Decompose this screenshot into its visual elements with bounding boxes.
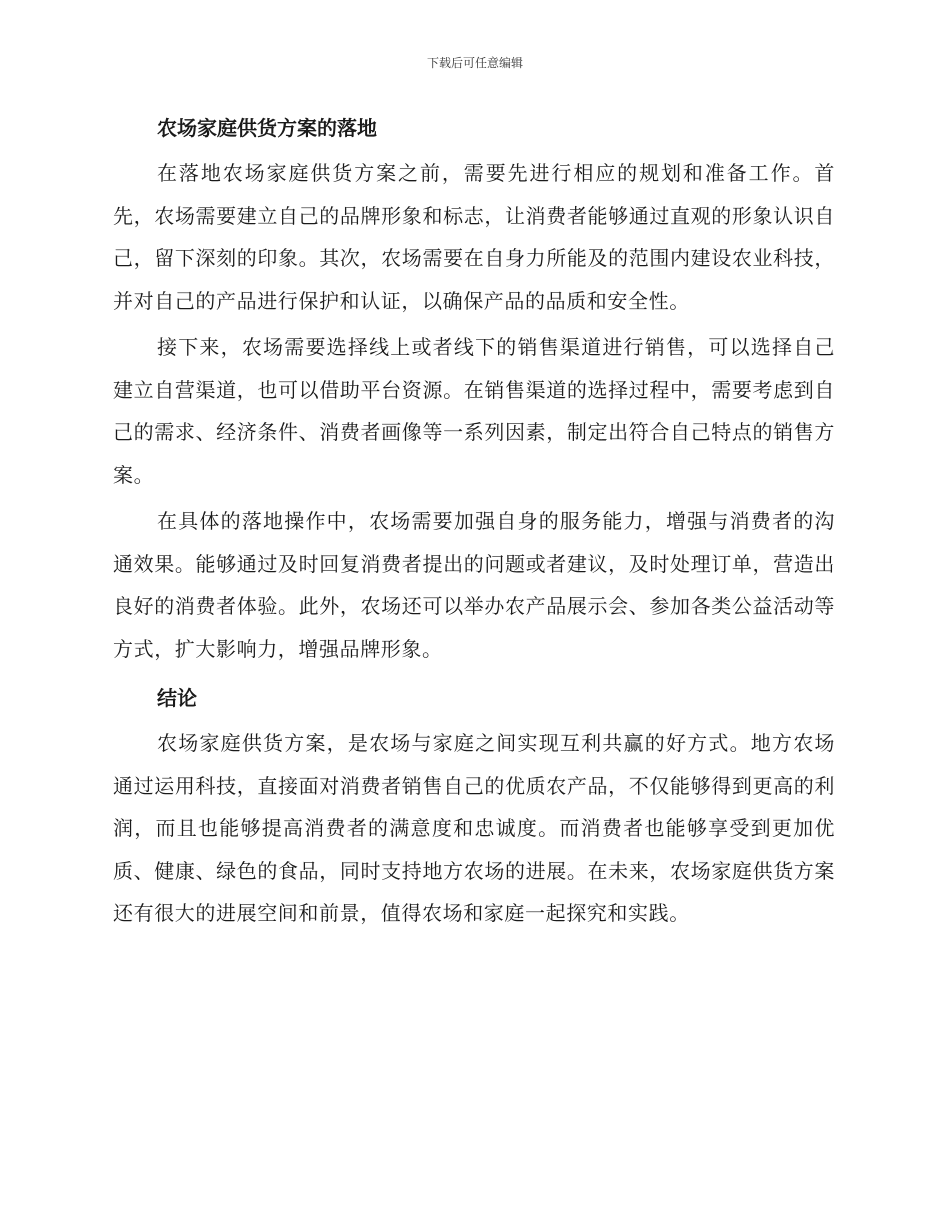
document-body [113, 108, 835, 939]
paragraph: 在落地农场家庭供货方案之前，需要先进行相应的规划和准备工作。首先，农场需要建立自己的品牌形象和标志，让消费者能够通过直观的形象认识自己，留下深刻的印象。其次，农场需要在自身力所能及的范围内建设农业科技，并对自己的产品进行保护和认证，以确保产品的品质和安全性。 [113, 161, 835, 313]
section-title-implementation: 农场家庭供货方案的落地 [157, 116, 377, 140]
paragraph: 农场家庭供货方案，是农场与家庭之间实现互利共赢的好方式。地方农场通过运用科技，直接面对消费者销售自己的优质农产品，不仅能够得到更高的利润，而且也能够提高消费者的满意度和忠诚度。而消费者也能够享受到更加优质、健康、绿色的食品，同时支持地方农场的进展。在未来，农场家庭供货方案还有很大的进展空间和前景，值得农场和家庭一起探究和实践。 [113, 731, 835, 925]
header-note: 下载后可任意编辑 [426, 56, 523, 70]
section-title-conclusion: 结论 [157, 686, 197, 710]
paragraph: 在具体的落地操作中，农场需要加强自身的服务能力，增强与消费者的沟通效果。能够通过及时回复消费者提出的问题或者建议，及时处理订单，营造出良好的消费者体验。此外，农场还可以举办农产品展示会、参加各类公益活动等方式，扩大影响力，增强品牌形象。 [113, 509, 835, 661]
paragraph: 接下来，农场需要选择线上或者线下的销售渠道进行销售，可以选择自己建立自营渠道，也可以借助平台资源。在销售渠道的选择过程中，需要考虑到自己的需求、经济条件、消费者画像等一系列因素，制定出符合自己特点的销售方案。 [113, 335, 835, 487]
